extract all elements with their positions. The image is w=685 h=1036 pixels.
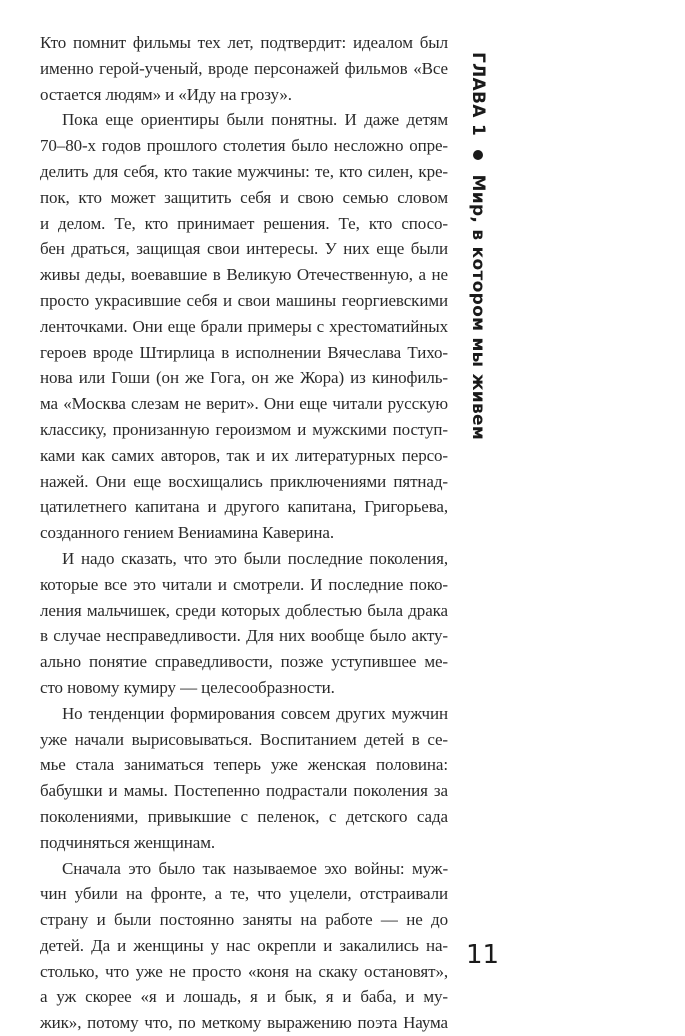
text-line: бен драться, защищая свои интересы. У них еще были [40,239,448,259]
chapter-title: Мир, в котором мы живем [468,174,488,441]
text-line: подчиняться женщинам. [40,832,216,852]
text-line: ально понятие справедливости, позже уступившее ме- [40,652,448,672]
text-line: Кто помнит фильмы тех лет, подтвердит: идеалом был [40,33,448,52]
body-text [40,30,448,1036]
text-line: в случае несправедливости. Для них вообще было акту- [40,626,448,646]
text-line: Но тенденции формирования совсем других мужчин [62,703,448,723]
text-line: классику, пронизанную героизмом и мужскими поступ- [40,419,448,439]
text-line: именно герой-ученый, вроде персонажей фильмов «Все [40,58,448,78]
chapter-label: ГЛАВА 1 [468,52,488,137]
text-line: остается людям» и «Иду на грозу». [40,84,292,104]
text-line: нова или Гоши (он же Гога, он же Жора) из кинофиль- [40,368,448,388]
text-line: жик», потому что, по меткому выражению поэта Наума [40,1013,448,1033]
text-line: ками как самих авторов, так и их литературных персо- [40,445,448,465]
text-line: пок, кто может защитить себя и свою семью словом [40,187,448,207]
text-line: живы деды, воевавшие в Великую Отечественную, а не [40,265,448,285]
text-line: цатилетнего капитана и другого капитана, Григорьева, [40,497,448,517]
text-line: И надо сказать, что это были последние поколения, [62,548,448,568]
text-line: ма «Москва слезам не верит». Они еще читали русскую [40,394,448,414]
text-line: Пока еще ориентиры были понятны. И даже детям [62,110,448,130]
bullet-icon [473,150,483,160]
text-line: Сначала это было так называемое эхо войны: муж- [62,858,448,878]
text-line: бабушки и мамы. Постепенно подрастали поколения за [40,781,448,801]
text-line: уже начали вырисовываться. Воспитанием детей в се- [40,729,448,749]
text-line: созданного гением Вениамина Каверина. [40,523,334,543]
text-line: а уж скорее «я и лошадь, я и бык, я и баба, и му- [40,987,448,1007]
text-line: ленточками. Они еще брали примеры с хрестоматийных [40,316,448,336]
text-line: 70–80-х годов прошлого столетия было несложно опре- [40,136,448,156]
running-head [468,52,488,440]
text-line: страну и были постоянно заняты на работе — не до [40,910,448,930]
page-number: 11 [466,940,500,970]
text-line: просто украсившие себя и свои машины георгиевскими [40,290,448,310]
text-line: детей. Да и женщины у нас окрепли и закалились на- [40,935,448,955]
text-line: ления мальчишек, среди которых доблестью была драка [40,600,448,620]
text-line: и делом. Те, кто принимает решения. Те, кто спосо- [40,213,448,233]
text-line: героев вроде Штирлица в исполнении Вячеслава Тихо- [40,342,448,362]
text-line: мье стала заниматься теперь уже женская половина: [40,755,448,775]
text-line: делить для себя, кто такие мужчины: те, кто силен, кре- [40,161,448,181]
text-line: сто новому кумиру — целесообразности. [40,677,335,697]
text-line: столько, что уже не просто «коня на скаку остановят», [40,961,448,981]
text-line: нажей. Они еще восхищались приключениями пятнад- [40,471,448,491]
text-line: чин убили на фронте, а те, что уцелели, отстраивали [40,884,448,904]
text-line: которые все это читали и смотрели. И последние поко- [40,574,448,594]
text-line: поколениями, привыкшие с пеленок, с детского сада [40,806,448,826]
